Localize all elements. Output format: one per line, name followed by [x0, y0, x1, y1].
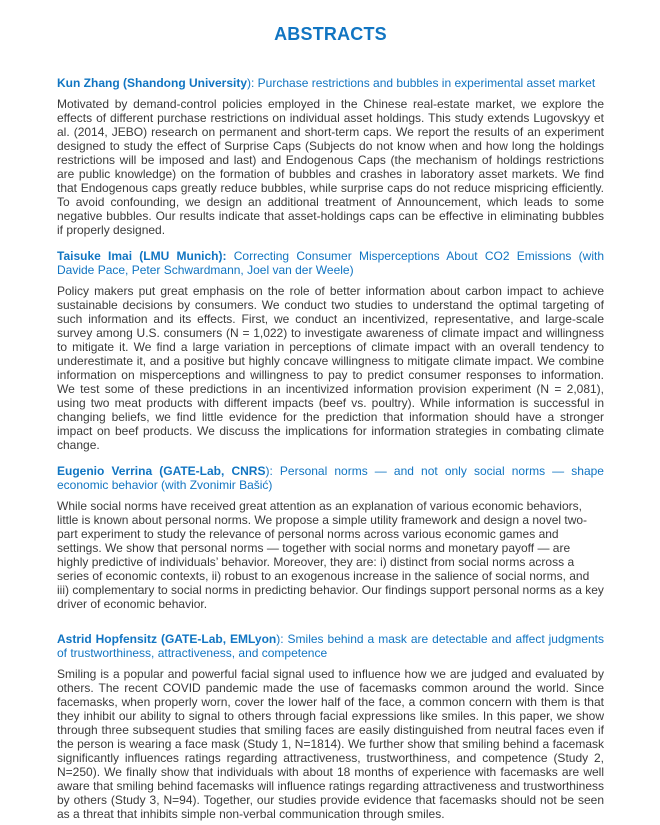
speaker-name: Kun Zhang (Shandong University: [57, 76, 248, 90]
speaker-name: Astrid Hopfensitz (GATE-Lab, EMLyon: [57, 632, 277, 646]
speaker-name: Eugenio Verrina (GATE-Lab, CNRS: [57, 464, 266, 478]
abstract-entry-taisuke-imai: [57, 249, 604, 452]
abstract-text: Motivated by demand-control policies employed in the Chinese real-estate market, we explore the effects of different purchase restrictions on individual asset holdings. This study extends Lugovskyy et al. (2014, JEBO) research on permanent and short-term caps. We report the results of an experiment designed to study the effect of Surprise Caps (Subjects do not know when and how long the holdings restrictions will be imposed and last) and Endogenous Caps (the mechanism of holdings restrictions are public knowledge) on the formation of bubbles and crashes in laboratory asset markets. We find that Endogenous caps greatly reduce bubbles, while surprise caps do not reduce mispricing efficiently. To avoid confounding, we design an additional treatment of Announcement, which leads to some negative bubbles. Our results indicate that asset-holdings caps can be effective in eliminating bubbles if properly designed.: [57, 97, 604, 237]
page-title: ABSTRACTS: [274, 24, 387, 44]
abstract-heading: [57, 632, 604, 660]
abstract-entry-astrid-hopfensitz: [57, 632, 604, 821]
talk-title: ): Purchase restrictions and bubbles in experimental asset market: [247, 76, 596, 90]
abstract-heading: [57, 249, 604, 277]
speaker-name: Taisuke Imai (LMU Munich):: [57, 249, 227, 263]
abstract-text: While social norms have received great attention as an explanation of various economic behaviors, little is known about personal norms. We propose a simple utility framework and design a novel two-part experiment to study the relevance of personal norms across various economic games and settings. We show that personal norms — together with social norms and monetary payoff — are highly predictive of individuals’ behavior. Moreover, they are: i) distinct from social norms across a series of economic contexts, ii) robust to an exogenous increase in the salience of social norms, and iii) complementary to social norms in predicting behavior. Our findings support personal norms as a key driver of economic behavior.: [57, 499, 604, 611]
abstract-heading: [57, 464, 604, 492]
abstract-text: Policy makers put great emphasis on the role of better information about carbon impact to achieve sustainable decisions by consumers. We conduct two studies to understand the optimal targeting of such information and its effects. First, we conduct an incentivized, representative, and large-scale survey among U.S. consumers (N = 1,022) to investigate awareness of climate impact and willingness to mitigate it. We find a large variation in perceptions of climate impact with an overall tendency to underestimate it, and a positive but highly concave willingness to mitigate climate impact. We combine information on misperceptions and willingness to pay to predict consumer responses to information. We test some of these predictions in an incentivized information provision experiment (N = 2,081), using two meat products with different impacts (beef vs. poultry). While information is successful in changing beliefs, we find little evidence for the prediction that information should have a stronger impact on beef products. We discuss the implications for information strategies in combating climate change.: [57, 284, 604, 452]
abstract-entry-kun-zhang: [57, 76, 604, 237]
abstract-text: Smiling is a popular and powerful facial signal used to influence how we are judged and evaluated by others. The recent COVID pandemic made the use of facemasks common around the world. Since facemasks, when properly worn, cover the lower half of the face, a common concern with them is that they inhibit our ability to signal to others through facial expressions like smiles. In this paper, we show through three subsequent studies that smiling faces are easily distinguished from neutral faces even if the person is wearing a face mask (Study 1, N=1814). We further show that smiling behind a facemask significantly influences ratings regarding attractiveness, trustworthiness, and competence (Study 2, N=250). We finally show that individuals with about 18 months of experience with facemasks are well aware that smiling behind facemasks will influence ratings regarding attractiveness and trustworthiness by others (Study 3, N=94). Together, our studies provide evidence that facemasks should not be seen as a threat that inhibits simple non-verbal communication through smiles.: [57, 667, 604, 821]
abstract-heading: [57, 76, 604, 90]
talk-title: ): Smiles behind a mask are detectable and affect judgments of trustworthiness, attractiveness, and competence: [57, 632, 604, 660]
talk-title: ): Personal norms — and not only social norms — shape economic behavior (with Zvonimir Bašić): [57, 464, 604, 492]
abstract-entry-eugenio-verrina: [57, 464, 604, 611]
talk-title: Correcting Consumer Misperceptions About CO2 Emissions (with Davide Pace, Peter Schwardmann, Joel van der Weele): [57, 249, 604, 277]
